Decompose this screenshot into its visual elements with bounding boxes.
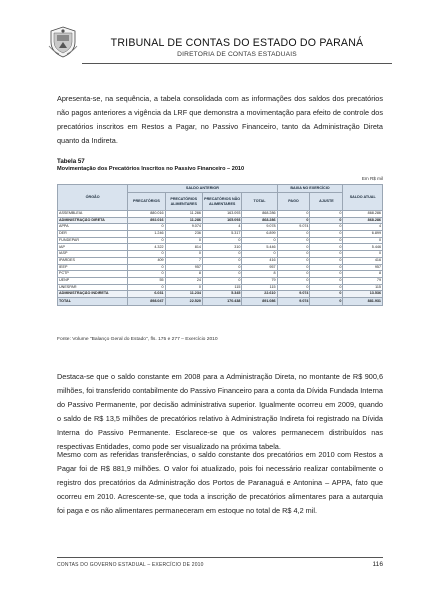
table-cell: 0 [165, 251, 202, 258]
col-header-total: TOTAL [242, 193, 277, 211]
table-cell: 79 [242, 277, 277, 284]
table-cell: 170.438 [202, 297, 242, 305]
col-header-ajuste: AJUSTE [310, 193, 343, 211]
table-cell: 0 [277, 244, 310, 251]
table-cell: 0 [277, 217, 310, 224]
table-cell: 1.246 [128, 231, 165, 238]
table-cell: 0 [277, 284, 310, 291]
col-header-precatorios: PRECATÓRIOS [128, 193, 165, 211]
table-cell: 868.286 [343, 211, 383, 218]
row-label: ADMINISTRAÇÃO DIRETA [58, 217, 128, 224]
table-cell: 0 [128, 271, 165, 278]
table-cell: 0 [165, 284, 202, 291]
table-cell: 0 [277, 211, 310, 218]
table-cell: 0 [128, 237, 165, 244]
table-cell: 409 [128, 257, 165, 264]
table-cell: 0 [310, 284, 343, 291]
table-cell: 881.931 [343, 297, 383, 305]
table-cell: 0 [277, 271, 310, 278]
table-cell: 892.016 [128, 217, 165, 224]
table-cell: 0 [310, 291, 343, 298]
paragraph-balance: Mesmo com as referidas transferências, o saldo constante dos precatórios em 2010 com Restos a Pagar foi de R$ 881,9 milhões. O valor foi atualizado, pois foi necessário realizar contabilmente o registro dos precatórios da Administração dos Portos de Paranaguá e Antonina – APPA, fato que ocorreu em 2010. Acrescente-se, que toda a inscrição de precatórios alimentares para a autarquia foi paga e os não alimentares permaneceram em estoque no total de R$ 4,2 mil. [57, 450, 383, 515]
table-row [58, 257, 383, 264]
row-label: IAP [58, 244, 128, 251]
header-divider [82, 63, 392, 64]
table-cell: 0 [310, 251, 343, 258]
table-cell: 9.074 [165, 224, 202, 231]
table-cell: 0 [277, 264, 310, 271]
table-cell: 0 [242, 251, 277, 258]
table-cell: 4.322 [128, 244, 165, 251]
directorate-subtitle: DIRETORIA DE CONTAS ESTADUAIS [177, 51, 297, 58]
table-cell: 115 [242, 284, 277, 291]
table-cell: 0 [202, 257, 242, 264]
table-cell: 7 [165, 257, 202, 264]
table-cell: 0 [242, 237, 277, 244]
row-label: DER [58, 231, 128, 238]
table-cell: 0 [310, 217, 343, 224]
table-row [58, 291, 383, 298]
table-cell: 0 [202, 237, 242, 244]
row-label: PCTP [58, 271, 128, 278]
table-cell: 416 [242, 257, 277, 264]
col-header-nao-alimentares: PRECATÓRIOS NÃO ALIMENTARES [202, 193, 242, 211]
table-cell: 5.317 [202, 231, 242, 238]
table-cell: 0 [128, 284, 165, 291]
table-unit: Em R$ mil [361, 176, 383, 181]
table-cell: 0 [202, 277, 242, 284]
table-cell: 5.446 [242, 244, 277, 251]
page-number: 116 [372, 561, 383, 568]
table-cell: 0 [128, 251, 165, 258]
row-label: APPA [58, 224, 128, 231]
table-cell: 0 [128, 264, 165, 271]
table-cell: 0 [310, 231, 343, 238]
table-cell: 0 [277, 257, 310, 264]
table-cell: 11.286 [165, 217, 202, 224]
col-header-alimentares: PRECATÓRIOS ALIMENTARES [165, 193, 202, 211]
table-title: Tabela 57 [57, 158, 85, 165]
table-cell: 11.286 [165, 211, 202, 218]
table-cell: 55 [128, 277, 165, 284]
row-label: IPARDES [58, 257, 128, 264]
table-cell: 9.078 [242, 224, 277, 231]
table-cell: 0 [310, 237, 343, 244]
table-cell: 868.286 [242, 211, 277, 218]
table-cell: 115 [343, 284, 383, 291]
table-cell: 0 [310, 271, 343, 278]
precatorios-table [57, 184, 383, 306]
table-cell: 4 [202, 224, 242, 231]
table-cell: 5.345 [202, 291, 242, 298]
table-cell: 6.899 [343, 231, 383, 238]
table-row [58, 271, 383, 278]
table-row [58, 224, 383, 231]
table-cell: 9.074 [277, 297, 310, 305]
table-cell: 0 [343, 251, 383, 258]
table-subtitle: Movimentação dos Precatórios Inscritos no Passivo Financeiro – 2010 [57, 166, 245, 172]
table-cell: 0 [202, 271, 242, 278]
col-group-baixa: BAIXA NO EXERCÍCIO [277, 185, 343, 193]
table-cell: 0 [310, 211, 343, 218]
row-label: TOTAL [58, 297, 128, 305]
table-cell: 8 [165, 271, 202, 278]
table-cell: 8 [343, 271, 383, 278]
table-cell: 891.086 [242, 297, 277, 305]
table-cell: 814 [165, 244, 202, 251]
table-cell: 163.093 [202, 211, 242, 218]
table-cell: 0 [310, 257, 343, 264]
table-cell: 0 [277, 251, 310, 258]
table-cell: 0 [277, 237, 310, 244]
table-cell: 6.031 [128, 291, 165, 298]
table-cell: 115 [202, 284, 242, 291]
table-cell: 0 [165, 237, 202, 244]
table-cell: 13.536 [343, 291, 383, 298]
table-cell: 0 [310, 297, 343, 305]
table-cell: 22.520 [165, 297, 202, 305]
table-cell: 868.286 [242, 217, 277, 224]
paragraph-transfers: Destaca-se que o saldo constante em 2008 para a Administração Direta, no montante de R$ 900,6 milhões, foi transferido contabilmente do Passivo Financeiro para a conta da Dívida Fundada Interna do Passivo Permanente, por decisão administrativa superior. Igualmente ocorreu em 2009, quando o saldo de R$ 13,5 milhões de precatórios relativo à Administração Indireta foi registrado na Dívida Interna do Passivo Permanente. Esclarece-se que os valores permanecem distribuídos nas respectivas Entidades, como pode ser visualizado na próxima tabela. [57, 372, 383, 451]
table-cell: 9.074 [277, 224, 310, 231]
col-header-pago: PAGO [277, 193, 310, 211]
row-label: UENP [58, 277, 128, 284]
row-label: IEEP [58, 264, 128, 271]
table-row [58, 211, 383, 218]
page-header [48, 26, 392, 72]
table-cell: 0 [343, 237, 383, 244]
row-label: ADMINISTRAÇÃO INDIRETA [58, 291, 128, 298]
paragraph-intro: Apresenta-se, na sequência, a tabela consolidada com as informações dos saldos dos precatórios não pagos anteriores a vigência da LRF que demonstra a movimentação para efeito de controle dos precatórios inscritos em Restos a Pagar, no Passivo Financeiro, tanto da Administração Direta quanto da Indireta. [57, 94, 383, 145]
court-title: TRIBUNAL DE CONTAS DO ESTADO DO PARANÁ [110, 37, 364, 49]
table-cell: 236 [165, 231, 202, 238]
table-cell: 11.234 [165, 291, 202, 298]
table-row [58, 251, 383, 258]
col-header-orgao: ÓRGÃO [58, 185, 128, 211]
footer-divider [57, 557, 383, 558]
footer-text: CONTAS DO GOVERNO ESTADUAL – EXERCÍCIO DE 2010 [57, 562, 204, 568]
table-cell: 898.047 [128, 297, 165, 305]
table-row [58, 284, 383, 291]
table-cell: 868.286 [343, 217, 383, 224]
row-label: FUNDEPAR [58, 237, 128, 244]
table-row [58, 264, 383, 271]
col-group-saldo-anterior: SALDO ANTERIOR [128, 185, 277, 193]
table-cell: 957 [343, 264, 383, 271]
table-total-row [58, 297, 383, 305]
table-cell: 0 [310, 244, 343, 251]
table-cell: 24 [165, 277, 202, 284]
table-row [58, 237, 383, 244]
table-cell: 880.016 [128, 211, 165, 218]
table-cell: 165.093 [202, 217, 242, 224]
col-header-saldo-atual: SALDO ATUAL [343, 185, 383, 211]
table-cell: 0 [310, 224, 343, 231]
table-row [58, 231, 383, 238]
coat-of-arms-logo [48, 26, 78, 58]
table-row [58, 277, 383, 284]
table-row [58, 217, 383, 224]
row-label: IASP [58, 251, 128, 258]
table-cell: 957 [165, 264, 202, 271]
table-cell: 310 [202, 244, 242, 251]
table-cell: 0 [277, 231, 310, 238]
table-row [58, 244, 383, 251]
table-cell: 6.899 [242, 231, 277, 238]
table-cell: 0 [128, 224, 165, 231]
table-cell: 0 [310, 264, 343, 271]
table-cell: 0 [202, 264, 242, 271]
table-cell: 8 [242, 271, 277, 278]
table-cell: 79 [343, 277, 383, 284]
table-cell: 5.446 [343, 244, 383, 251]
table-cell: 0 [202, 251, 242, 258]
table-cell: 22.610 [242, 291, 277, 298]
table-cell: 0 [277, 277, 310, 284]
table-cell: 416 [343, 257, 383, 264]
table-cell: 9.074 [277, 291, 310, 298]
table-source-note: Fonte: Volume "Balanço Geral do Estado", fls. 175 e 277 – Exercício 2010 [57, 337, 218, 342]
table-cell: 4 [343, 224, 383, 231]
table-cell: 0 [310, 277, 343, 284]
row-label: UNESPAR [58, 284, 128, 291]
table-cell: 957 [242, 264, 277, 271]
row-label: ASSEMBLEIA [58, 211, 128, 218]
